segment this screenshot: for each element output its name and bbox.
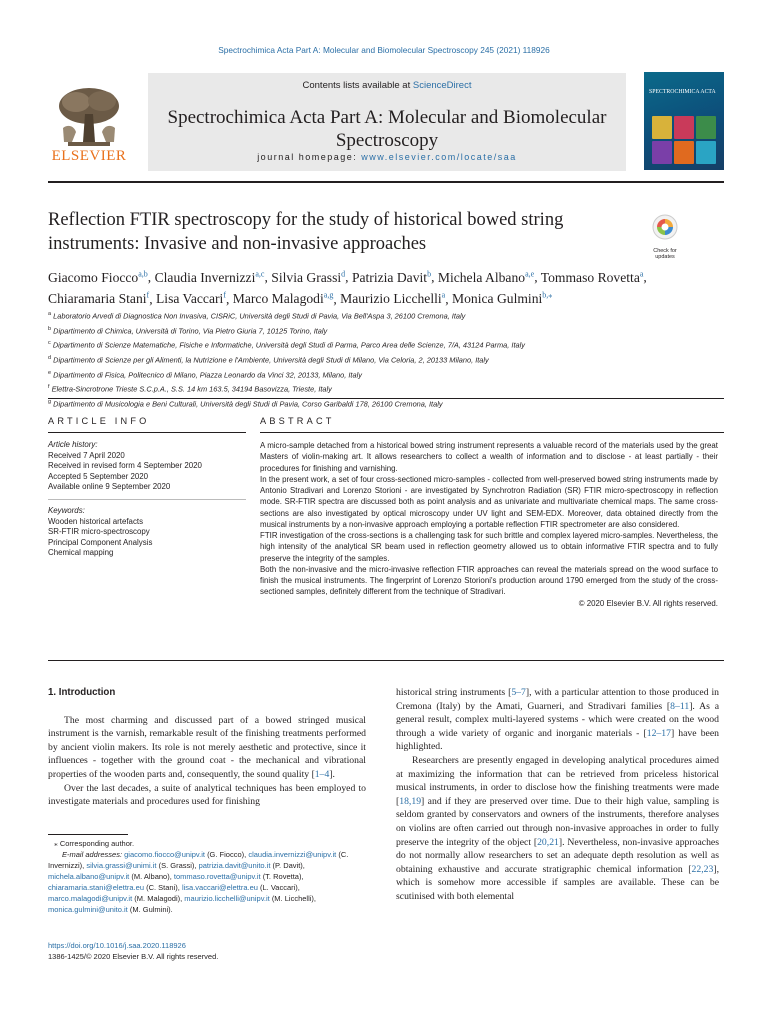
title-line-1: Reflection FTIR spectroscopy for the study of historical bowed string <box>48 210 564 230</box>
body-paragraph: Over the last decades, a suite of analytical techniques has been employed to investigate materials and procedures used for finishing <box>48 782 366 808</box>
citation-link[interactable]: 12–17 <box>646 727 671 739</box>
keyword: Wooden historical artefacts <box>48 516 144 526</box>
author[interactable]: Monica Gulmini$^{b,⁎}$ <box>452 290 553 307</box>
author[interactable]: Patrizia Davit$^b$ <box>351 269 432 285</box>
email-link[interactable]: monica.gulmini@unito.it <box>48 905 128 914</box>
email-link[interactable]: lisa.vaccari@elettra.eu <box>181 883 258 892</box>
article-title <box>48 208 608 256</box>
keyword: SR-FTIR micro-spectroscopy <box>48 527 150 537</box>
journal-cover-image[interactable] <box>644 72 724 170</box>
journal-title-line-1: Spectrochimica Acta Part A: Molecular and Biomolecular <box>167 107 607 128</box>
citation-link[interactable]: 1–4 <box>314 768 330 780</box>
cover-thumb <box>674 141 694 164</box>
history-item: Available online 9 September 2020 <box>48 482 171 492</box>
citation-link[interactable]: 5–7 <box>511 687 526 698</box>
body-paragraph: historical string instruments [5–7], with a particular attention to those produced in Cremona (Italy) by the Amati, Guarneri, and Stradivari families [8–11]. As a general result, complex multi-layered systems - which were created on the wood through a wide variety of organic and inorganic materials - [12–17] have been highlighted. <box>396 687 719 753</box>
abstract-paragraph: In the present work, a set of four cross-sectioned micro-samples - collected from well-preserved bowed string instruments made by Antonio Stradivari and Lorenzo Storioni - are investigated by Synchrotron Radiation (SR) FTIR micro-spectroscopy in reflection mode. SR-FTIR spectra are discussed both as point analysis and as univariate and multivariate chemical maps. The same cross-sections are also investigated by optical microscopy under UV light and SEM-EDX. Moreover, data obtained directly from the musical instruments by a non-invasive approach employing a portable reflection FTIR spectrometer are also considered. <box>260 474 718 529</box>
keywords-label: Keywords: <box>48 505 85 515</box>
email-link[interactable]: maurizio.licchelli@unipv.it <box>184 894 270 903</box>
affiliation: $^g$ Dipartimento di Musicologia e Beni Culturali, Università degli Studi di Pavia, Corso Garibaldi 178, 26100 Cremona, Italy <box>48 399 443 409</box>
email-addresses: E-mail addresses: giacomo.fiocco@unipv.it (G. Fiocco), claudia.invernizzi@unipv.it (C. Invernizzi), silvia.grassi@unimi.it (S. Grassi), patrizia.davit@unito.it (P. Davit), michela.albano@unipv.it (M. Albano), tommaso.rovetta@unipv.it (T. Rovetta), chiaramaria.stani@elettra.eu (C. Stani), lisa.vaccari@elettra.eu (L. Vaccari), marco.malagodi@unipv.it (M. Malagodi), maurizio.licchelli@unipv.it (M. Licchelli), monica.gulmini@unito.it (M. Gulmini). <box>48 850 349 914</box>
citation-link[interactable]: 20,21 <box>537 836 559 848</box>
affiliation: $^a$ Laboratorio Arvedi di Diagnostica Non Invasiva, CISRiC, Università degli Studi di Pavia, Via Bell'Aspa 3, 26100 Cremona, Italy <box>48 311 466 321</box>
abstract-paragraph: A micro-sample detached from a historical bowed string instrument represents a valuable record of the materials used by the great Masters of violin-making art. It allows researchers to collect a wealth of information and to disclose - at least partially - their procedures for finishing and varnishing. <box>260 441 718 473</box>
cover-thumb <box>652 141 672 164</box>
author-list: Giacomo Fiocco$^{a,b}$, Claudia Invernizzi$^{a,c}$, Silvia Grassi$^d$, Patrizia Davit$^b$, Michela Albano$^{a,e}$, Tommaso Rovetta$^a$, Chiaramaria Stani$^f$, Lisa Vaccari$^f$, Marco Malagodi$^{a,g}$, Maurizio Licchelli$^a$, Monica Gulmini$^{b,⁎}$ <box>48 269 647 307</box>
affiliation: $^e$ Dipartimento di Fisica, Politecnico di Milano, Piazza Leonardo da Vinci 32, 20133, Milano, Italy <box>48 369 362 380</box>
info-divider <box>48 499 246 500</box>
badge-label: Check for updates <box>653 248 677 260</box>
author[interactable]: Marco Malagodi$^{a,g}$ <box>232 290 334 307</box>
doi-block <box>48 940 366 962</box>
cover-thumb <box>652 116 672 139</box>
article-info <box>48 440 246 559</box>
author[interactable]: Silvia Grassi$^d$ <box>271 269 346 285</box>
footnote-rule <box>48 834 128 835</box>
author[interactable]: Chiaramaria Stani$^f$ <box>48 290 150 307</box>
affiliation: $^c$ Dipartimento di Scienze Matematiche, Fisiche e Informatiche, Università degli Studi di Parma, Parco Area delle Scienze, 7/A, 43124 Parma, Italy <box>48 340 525 350</box>
check-for-updates-badge[interactable] <box>645 213 685 260</box>
masthead-rule <box>48 181 724 183</box>
cover-title: SPECTROCHIMICA ACTA <box>649 89 716 95</box>
affiliation: $^f$ Elettra-Sincrotrone Trieste S.C.p.A., S.S. 14 km 163.5, 34194 Basovizza, Trieste, Italy <box>48 384 332 394</box>
contents-line <box>148 80 626 91</box>
citation-link[interactable]: 18,19 <box>399 795 422 807</box>
publisher-name: ELSEVIER <box>51 148 127 164</box>
author[interactable]: Maurizio Licchelli$^a$ <box>340 290 446 307</box>
elsevier-logo[interactable] <box>48 84 130 166</box>
affiliation: $^b$ Dipartimento di Chimica, Università di Torino, Via Pietro Giuria 7, 10125 Torino, Italy <box>48 325 328 336</box>
abstract-body <box>260 440 718 609</box>
abstract-paragraph: FTIR investigation of the cross-sections is a challenging task for such brittle and complex layered micro-samples. Nevertheless, the high intensity of the analytical SR beam used in reflection geometry allowed us to obtain informative FTIR spectra and to fully preserve the integrity of the samples. <box>260 531 718 563</box>
doi-link[interactable]: https://doi.org/10.1016/j.saa.2020.118926 <box>48 941 186 950</box>
homepage-link[interactable]: www.elsevier.com/locate/saa <box>361 152 517 162</box>
keyword: Chemical mapping <box>48 548 114 558</box>
sciencedirect-link[interactable]: ScienceDirect <box>412 80 472 91</box>
issn-line: 1386-1425/© 2020 Elsevier B.V. All rights reserved. <box>48 952 219 961</box>
affiliation: $^d$ Dipartimento di Scienze per gli Alimenti, la Nutrizione e l'Ambiente, Università degli Studi di Milano, Via Celoria, 2, 20133 Milano, Italy <box>48 355 489 365</box>
cover-thumb <box>696 141 716 164</box>
journal-title <box>148 106 626 152</box>
article-info-rule <box>48 432 246 433</box>
cover-thumb <box>674 116 694 139</box>
email-link[interactable]: chiaramaria.stani@elettra.eu <box>48 883 144 892</box>
email-link[interactable]: marco.malagodi@unipv.it <box>48 894 133 903</box>
author[interactable]: Lisa Vaccari$^f$ <box>156 290 226 307</box>
author[interactable]: Tommaso Rovetta$^a$ <box>540 269 644 285</box>
body-paragraph: Researchers are presently engaged in developing analytical procedures aimed at maximizing the information that can be retrieved from priceless historical musical instruments, in order to disclose how the finishing treatments were made [18,19] and if they are preserved over time. Due to their high value, sampling is seldom granted by conservators and owners of the instruments, therefore analyses on violins are often carried out through non-invasive approaches in order to fully preserve the integrity of the object [20,21]. Nevertheless, non-invasive approaches do not normally allow researchers to set an adequate depth resolution as well as obtaining exhaustive and accurate stratigraphic chemical information [22,23], which is somehow more accessible if samples are available. These can be scutinised with both elemental <box>396 754 719 902</box>
keyword: Principal Component Analysis <box>48 537 153 547</box>
email-label: E-mail addresses: <box>62 850 125 859</box>
abstract-bottom-rule <box>48 660 724 661</box>
cover-thumbnails <box>652 116 716 164</box>
email-link[interactable]: silvia.grassi@unimi.it <box>86 861 157 870</box>
running-head[interactable]: Spectrochimica Acta Part A: Molecular and Biomolecular Spectroscopy 245 (2021) 118926 <box>218 45 550 55</box>
body-column-right <box>396 686 719 904</box>
author[interactable]: Giacomo Fiocco$^{a,b}$ <box>48 269 148 285</box>
email-link[interactable]: patrizia.davit@unito.it <box>198 861 271 870</box>
abstract-rule <box>260 432 724 433</box>
journal-title-line-2: Spectroscopy <box>335 130 439 151</box>
title-line-2: instruments: Invasive and non-invasive approaches <box>48 234 427 254</box>
contents-prefix: Contents lists available at <box>302 80 413 91</box>
citation-link[interactable]: 8–11 <box>670 700 690 712</box>
email-link[interactable]: michela.albano@unipv.it <box>48 872 130 881</box>
author[interactable]: Claudia Invernizzi$^{a,c}$ <box>154 269 265 285</box>
journal-homepage <box>148 152 626 162</box>
history-label: Article history: <box>48 440 98 449</box>
body-column-left <box>48 686 366 809</box>
article-info-heading: ARTICLE INFO <box>48 416 150 426</box>
homepage-prefix: journal homepage: <box>257 152 362 162</box>
footnote <box>48 838 366 915</box>
history-item: Received 7 April 2020 <box>48 450 125 460</box>
history-item: Accepted 5 September 2020 <box>48 471 149 481</box>
email-link[interactable]: claudia.invernizzi@unipv.it <box>248 850 337 859</box>
author[interactable]: Michela Albano$^{a,e}$ <box>437 269 535 285</box>
abstract-heading: ABSTRACT <box>260 416 335 426</box>
affiliation-rule <box>48 398 724 399</box>
corresponding-author-note: ⁎ Corresponding author. <box>54 839 135 848</box>
abstract-paragraph: Both the non-invasive and the micro-invasive reflection FTIR approaches can reveal the materials spread on the wood surface to finish the musical instruments. The fingerprint of Lorenzo Storioni's production around 1790 emerged from the study of the cross-sectioned samples, definitely different from the technique of Stradivari. <box>260 564 718 597</box>
body-paragraph: The most charming and discussed part of a bowed stringed musical instrument is the varnish, remarkable result of the finishing treatments performed by ancient violin makers. Its role is not merely aesthetic and protective, since it influences - together with the ground coat - the mechanical and vibrational properties of the wooden parts and, consequently, the sound quality [1–4]. <box>48 714 366 780</box>
cover-thumb <box>696 116 716 139</box>
history-item: Received in revised form 4 September 2020 <box>48 461 202 471</box>
email-link[interactable]: giacomo.fiocco@unipv.it <box>124 850 205 859</box>
citation-link[interactable]: 22,23 <box>691 863 714 875</box>
check-for-updates-icon <box>645 213 685 243</box>
abstract-copyright: © 2020 Elsevier B.V. All rights reserved. <box>578 598 718 608</box>
affiliation-list <box>48 308 723 411</box>
email-link[interactable]: tommaso.rovetta@unipv.it <box>173 872 261 881</box>
section-title-introduction: 1. Introduction <box>48 687 116 698</box>
